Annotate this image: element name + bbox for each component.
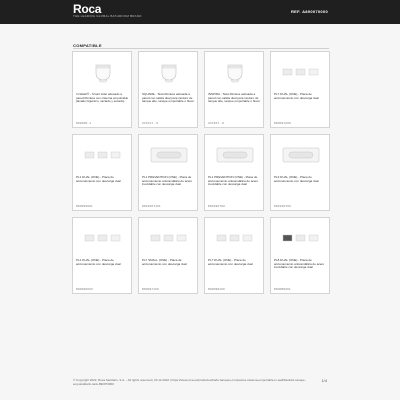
product-code: 890097100	[142, 287, 159, 291]
product-description: PL8 DUAL (ONE) - Placa de accionamiento antivandálica de acero inoxidable con descarga dual	[274, 258, 325, 270]
product-code: 890196T101	[142, 204, 161, 208]
product-card[interactable]	[72, 51, 132, 128]
product-code: 890196T00	[274, 204, 291, 208]
toilet-icon	[207, 54, 263, 90]
flush-plate-icon	[75, 220, 131, 256]
header-bar	[0, 0, 400, 24]
product-description: In-Wash® - Smart toilet adosado a pared Rimless con cisterna empotrable (lavado higiénico, vaciado y secado)	[76, 92, 129, 104]
product-description: PL7 SMALL (ONE) - Placa de accionamiento con descarga dual	[142, 258, 187, 266]
product-code: 890098100	[208, 287, 225, 291]
product-code: 890096003	[76, 287, 93, 291]
section-divider	[73, 48, 329, 49]
product-card[interactable]	[270, 51, 330, 128]
product-card[interactable]	[270, 134, 330, 211]
product-card[interactable]	[72, 217, 132, 294]
product-grid	[72, 51, 330, 294]
product-card[interactable]	[138, 134, 198, 211]
product-description: INSPIRA - Taza Rimless adosada a pared con salida dual para inodoro de tanque alto, tanque empotrable o fluxor	[208, 92, 261, 104]
product-card[interactable]	[270, 217, 330, 294]
flush-plate-icon	[141, 220, 197, 256]
product-reference: REF. A890070000	[290, 9, 328, 14]
flush-plate-icon	[207, 137, 263, 173]
product-description: PL1 DUAL (ONE) - Placa de accionamiento con descarga dual	[76, 175, 121, 183]
product-code: 890196T00	[208, 204, 225, 208]
product-description: PL1 DUAL (ONE) - Placa de accionamiento con descarga dual	[76, 258, 121, 266]
toilet-icon	[75, 54, 131, 90]
product-code: 890089001	[274, 287, 291, 291]
toilet-icon	[141, 54, 197, 90]
product-code: 347017...0	[142, 121, 159, 125]
product-card[interactable]	[138, 51, 198, 128]
section-title: COMPATIBLE	[73, 43, 102, 48]
product-card[interactable]	[138, 217, 198, 294]
flush-plate-icon	[273, 137, 329, 173]
product-code: 890097009	[274, 121, 291, 125]
flush-plate-icon	[207, 220, 263, 256]
product-description: PL7 DUAL (ONE) - Placa de accionamiento con descarga dual	[208, 258, 253, 266]
flush-plate-icon	[141, 137, 197, 173]
product-description: PL7 DUAL (ONE) - Placa de accionamiento con descarga dual	[274, 92, 319, 100]
flush-plate-icon	[273, 220, 329, 256]
product-code: 890099001	[76, 204, 93, 208]
product-description: PL1 PREVENTION (ONE) - Placa de accionamiento antivandálica de acero inoxidable con descarga dual	[142, 175, 193, 187]
brand-tagline: THE LEADING GLOBAL BATHROOM BRAND	[73, 14, 142, 18]
page-number: 1/4	[321, 378, 327, 383]
product-card[interactable]	[204, 51, 264, 128]
flush-plate-icon	[75, 137, 131, 173]
product-description: PL3 DUAL (ONE) - Placa de accionamiento con descarga dual	[274, 175, 319, 183]
brand-logo[interactable]: Roca	[73, 2, 102, 16]
flush-plate-icon	[273, 54, 329, 90]
footer-text: © Copyright 2022, Roca Sanitario, S.A. - All rights reserved | 20.12.2022 | https://www.roca.es/productos/baño-tanques-compactos-sistema-empotrable-in-wall/bastidor-tanque-empotrable/in-tank-890070000	[73, 378, 306, 386]
product-card[interactable]	[204, 217, 264, 294]
product-description: SQUARE - Taza Rimless adosada a pared con salida dual para inodoro de tanque alto, tanque empotrable o fluxor	[142, 92, 195, 104]
product-code: 347457...0	[208, 121, 225, 125]
product-card[interactable]	[72, 134, 132, 211]
product-code: 893068..1	[76, 121, 92, 125]
product-description: PL1 PREVENTION (ONE) - Placa de accionamiento antivandálica de acero inoxidable con descarga dual	[208, 175, 259, 187]
product-card[interactable]	[204, 134, 264, 211]
